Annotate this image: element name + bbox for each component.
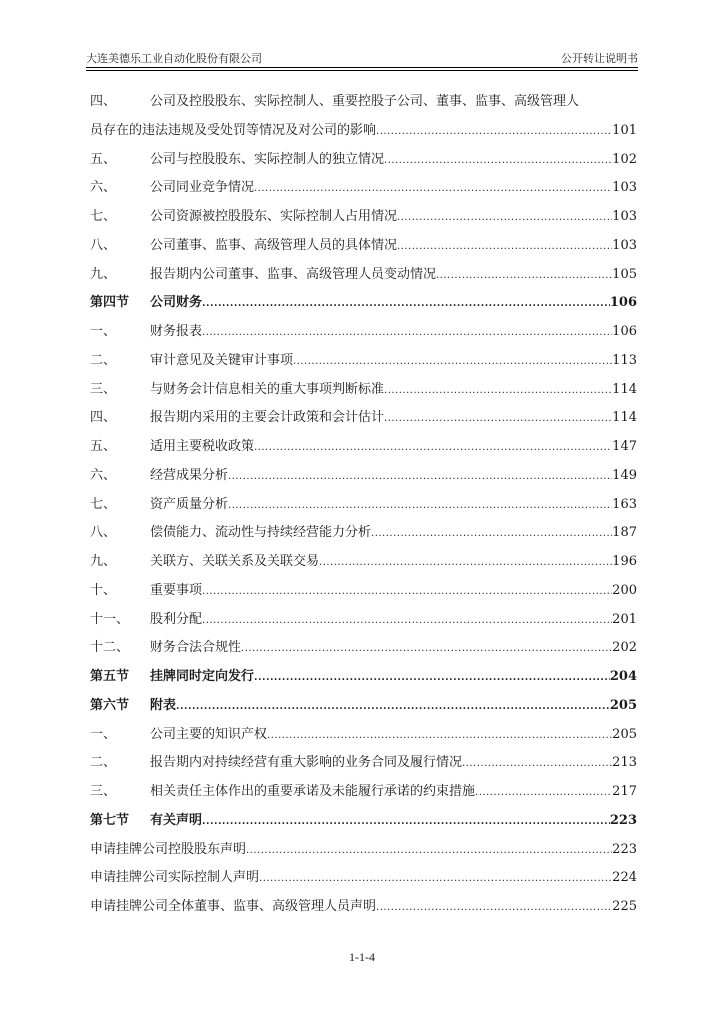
toc-entry[interactable] bbox=[90, 548, 637, 577]
dot-leader bbox=[384, 147, 612, 176]
toc-section-title: 有关声明 bbox=[150, 812, 203, 828]
toc-entry[interactable] bbox=[90, 893, 637, 922]
page-header bbox=[86, 50, 638, 66]
toc-section-heading[interactable] bbox=[90, 807, 637, 836]
toc-entry-page: 200 bbox=[612, 582, 637, 598]
toc-entry-page: 217 bbox=[612, 784, 637, 799]
toc-entry-number: 七、 bbox=[90, 209, 117, 224]
toc-entry-page: 196 bbox=[612, 554, 637, 569]
toc-entry-title: 申请挂牌公司全体董事、监事、高级管理人员声明 bbox=[90, 899, 377, 914]
dot-leader bbox=[246, 837, 612, 866]
header-rule bbox=[86, 67, 638, 71]
toc-entry[interactable] bbox=[90, 749, 637, 778]
toc-entry-title: 报告期内采用的主要会计政策和会计估计 bbox=[150, 410, 385, 426]
toc-entry-number: 四、 bbox=[90, 410, 117, 426]
toc-entry[interactable] bbox=[90, 433, 637, 462]
toc-entry[interactable] bbox=[90, 232, 637, 261]
toc-entry-title: 公司同业竞争情况 bbox=[150, 180, 255, 196]
page-number: 1-1-4 bbox=[349, 950, 375, 964]
dot-leader bbox=[202, 290, 610, 319]
toc-entry-title: 股利分配 bbox=[150, 611, 203, 627]
toc-entry-page: 103 bbox=[612, 209, 637, 224]
toc-entry-page: 163 bbox=[612, 496, 637, 512]
dot-leader bbox=[259, 865, 612, 894]
dot-leader bbox=[202, 319, 612, 348]
toc-entry-page: 225 bbox=[612, 899, 637, 914]
toc-entry[interactable] bbox=[90, 519, 637, 548]
dot-leader bbox=[462, 750, 612, 779]
toc-entry-title: 公司董事、监事、高级管理人员的具体情况 bbox=[150, 237, 398, 253]
toc-section-title: 挂牌同时定向发行 bbox=[150, 669, 255, 684]
toc-entry[interactable] bbox=[90, 577, 637, 606]
toc-entry-number: 三、 bbox=[90, 381, 117, 397]
toc-entry-number: 二、 bbox=[90, 352, 117, 368]
toc-entry-number: 九、 bbox=[90, 266, 117, 282]
toc-entry-number: 一、 bbox=[90, 726, 117, 742]
toc-entry-page: 202 bbox=[612, 640, 637, 656]
toc-section-page: 205 bbox=[609, 697, 637, 713]
toc-entry-page: 201 bbox=[612, 611, 637, 627]
toc-section-title: 附表 bbox=[150, 697, 177, 713]
toc-entry-page: 103 bbox=[612, 180, 637, 196]
toc-entry-title: 经营成果分析 bbox=[150, 467, 229, 483]
toc-entry-title: 财务合法合规性 bbox=[150, 640, 242, 656]
toc-entry-continuation[interactable] bbox=[90, 117, 637, 146]
toc-entry-number: 八、 bbox=[90, 237, 117, 253]
toc-entry-page: 187 bbox=[612, 525, 637, 541]
toc-entry-title: 报告期内公司董事、监事、高级管理人员变动情况 bbox=[150, 266, 437, 282]
dot-leader bbox=[293, 348, 612, 377]
toc-entry-page: 105 bbox=[612, 266, 637, 282]
toc-entry-title: 公司及控股股东、实际控制人、重要控股子公司、董事、监事、高级管理人 bbox=[150, 94, 580, 109]
dot-leader bbox=[176, 693, 610, 722]
toc-entry-title: 资产质量分析 bbox=[150, 496, 229, 512]
toc-entry[interactable] bbox=[90, 376, 637, 405]
toc-entry-title: 申请挂牌公司实际控制人声明 bbox=[90, 870, 260, 886]
toc-section-page: 223 bbox=[609, 812, 637, 828]
toc-entry-title: 重要事项 bbox=[150, 582, 203, 598]
toc-entry-title: 适用主要税收政策 bbox=[150, 439, 255, 454]
toc-entry[interactable] bbox=[90, 778, 637, 807]
toc-entry-page: 114 bbox=[612, 381, 637, 397]
toc-section-page: 204 bbox=[609, 669, 637, 684]
toc-entry-page: 113 bbox=[612, 352, 637, 368]
toc-section-title: 公司财务 bbox=[150, 295, 203, 311]
dot-leader bbox=[254, 434, 612, 463]
toc-entry-number: 五、 bbox=[90, 151, 117, 167]
toc-entry-number: 九、 bbox=[90, 554, 117, 569]
toc-entry-number: 十一、 bbox=[90, 611, 130, 627]
toc-entry[interactable] bbox=[90, 88, 637, 117]
dot-leader bbox=[397, 204, 612, 233]
dot-leader bbox=[202, 808, 610, 837]
dot-leader bbox=[241, 635, 612, 664]
dot-leader bbox=[376, 118, 612, 147]
toc-entry-title: 财务报表 bbox=[150, 324, 203, 339]
toc-entry-page: 102 bbox=[612, 151, 637, 167]
toc-entry[interactable] bbox=[90, 203, 637, 232]
toc-entry-title: 公司与控股股东、实际控制人的独立情况 bbox=[150, 151, 385, 167]
toc-entry-title: 申请挂牌公司控股股东声明 bbox=[90, 841, 247, 857]
dot-leader bbox=[384, 405, 612, 434]
toc-entry-page: 114 bbox=[612, 410, 637, 426]
toc-entry-number: 二、 bbox=[90, 755, 117, 771]
toc-section-page: 106 bbox=[609, 295, 637, 311]
toc-entry-number: 八、 bbox=[90, 525, 117, 541]
toc-entry[interactable] bbox=[90, 146, 637, 175]
toc-entry-page: 101 bbox=[612, 122, 637, 138]
toc-entry-number: 十、 bbox=[90, 582, 117, 598]
dot-leader bbox=[475, 779, 612, 808]
toc-entry-page: 223 bbox=[612, 841, 637, 857]
toc-section-number: 第六节 bbox=[90, 697, 130, 713]
toc-entry[interactable] bbox=[90, 261, 637, 290]
dot-leader bbox=[254, 664, 610, 693]
toc-entry-page: 213 bbox=[612, 755, 637, 771]
toc-entry-page: 205 bbox=[612, 726, 637, 742]
dot-leader bbox=[436, 262, 612, 291]
toc-entry-title: 偿债能力、流动性与持续经营能力分析 bbox=[150, 525, 372, 541]
toc-section-heading[interactable] bbox=[90, 663, 637, 692]
toc-entry-number: 五、 bbox=[90, 439, 117, 454]
toc-entry[interactable] bbox=[90, 318, 637, 347]
toc-entry-title: 报告期内对持续经营有重大影响的业务合同及履行情况 bbox=[150, 755, 463, 771]
dot-leader bbox=[228, 463, 612, 492]
dot-leader bbox=[319, 549, 612, 578]
toc-entry[interactable] bbox=[90, 864, 637, 893]
toc-section-number: 第七节 bbox=[90, 812, 130, 828]
table-of-contents bbox=[90, 88, 637, 922]
toc-entry-number: 六、 bbox=[90, 467, 117, 483]
dot-leader bbox=[202, 607, 612, 636]
toc-entry-number: 六、 bbox=[90, 180, 117, 196]
toc-entry[interactable] bbox=[90, 462, 637, 491]
header-document-title: 公开转让说明书 bbox=[561, 52, 638, 65]
toc-entry-page: 103 bbox=[612, 237, 637, 253]
dot-leader bbox=[376, 894, 612, 923]
toc-entry[interactable] bbox=[90, 404, 637, 433]
toc-entry[interactable] bbox=[90, 606, 637, 635]
toc-entry-number: 十二、 bbox=[90, 640, 130, 656]
toc-entry[interactable] bbox=[90, 491, 637, 520]
toc-section-heading[interactable] bbox=[90, 692, 637, 721]
dot-leader bbox=[202, 578, 612, 607]
header-company-name: 大连美德乐工业自动化股份有限公司 bbox=[86, 52, 262, 65]
toc-entry-number: 七、 bbox=[90, 496, 117, 512]
toc-entry[interactable] bbox=[90, 721, 637, 750]
toc-entry-title: 审计意见及关键审计事项 bbox=[150, 352, 294, 368]
toc-entry-number: 四、 bbox=[90, 94, 117, 109]
toc-entry-title: 与财务会计信息相关的重大事项判断标准 bbox=[150, 381, 385, 397]
dot-leader bbox=[228, 492, 612, 521]
toc-section-number: 第五节 bbox=[90, 669, 130, 684]
dot-leader bbox=[267, 722, 612, 751]
dot-leader bbox=[397, 233, 612, 262]
toc-entry[interactable] bbox=[90, 634, 637, 663]
toc-section-heading[interactable] bbox=[90, 289, 637, 318]
toc-entry-page: 106 bbox=[612, 324, 637, 339]
toc-entry-page: 149 bbox=[612, 467, 637, 483]
toc-entry-title: 相关责任主体作出的重要承诺及未能履行承诺的约束措施 bbox=[150, 784, 476, 799]
dot-leader bbox=[384, 377, 612, 406]
toc-entry[interactable] bbox=[90, 836, 637, 865]
toc-entry-number: 一、 bbox=[90, 324, 117, 339]
toc-entry-title: 公司资源被控股股东、实际控制人占用情况 bbox=[150, 209, 398, 224]
dot-leader bbox=[371, 520, 612, 549]
toc-entry[interactable] bbox=[90, 347, 637, 376]
toc-entry-number: 三、 bbox=[90, 784, 117, 799]
toc-entry-title: 公司主要的知识产权 bbox=[150, 726, 268, 742]
toc-entry-title: 员存在的违法违规及受处罚等情况及对公司的影响 bbox=[90, 122, 377, 138]
toc-entry-title: 关联方、关联关系及关联交易 bbox=[150, 554, 320, 569]
toc-section-number: 第四节 bbox=[90, 295, 130, 311]
dot-leader bbox=[254, 175, 612, 204]
toc-entry[interactable] bbox=[90, 174, 637, 203]
toc-entry-page: 224 bbox=[612, 870, 637, 886]
toc-entry-page: 147 bbox=[612, 439, 637, 454]
